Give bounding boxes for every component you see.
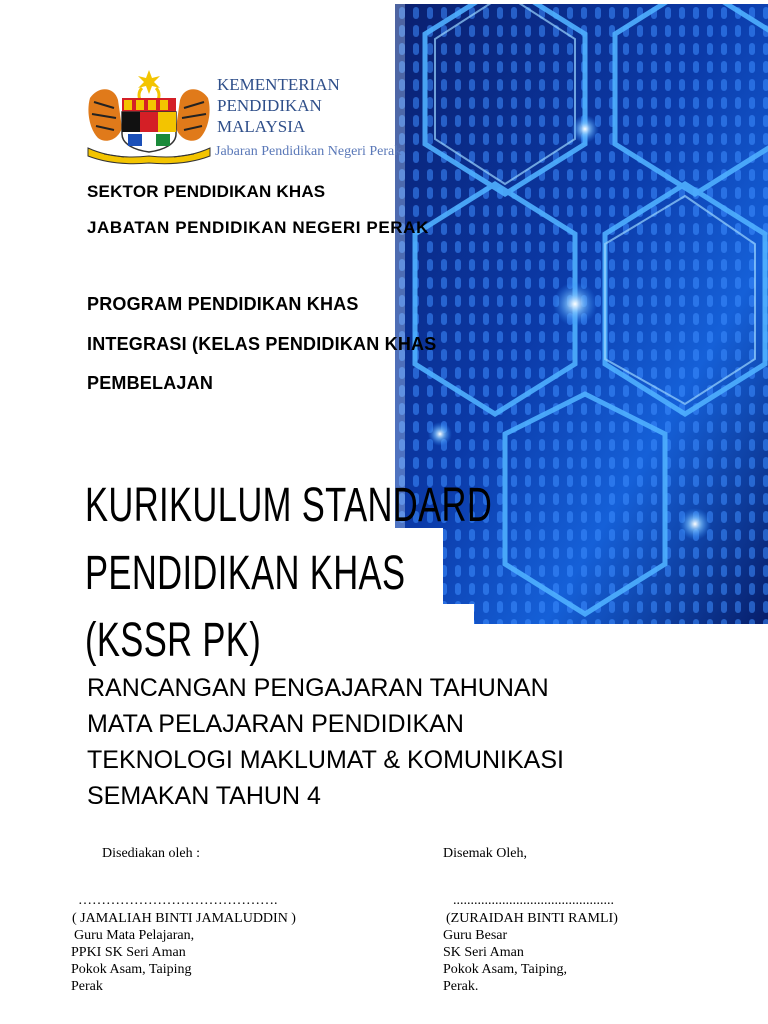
reviewed-by-label: Disemak Oleh, [443,846,527,861]
program-title-line: INTEGRASI (KELAS PENDIDIKAN KHAS [87,334,437,354]
plan-title-line: TEKNOLOGI MAKLUMAT & KOMUNIKASI [87,746,564,774]
curriculum-title-line: (KSSR PK) [85,614,262,667]
ministry-name-line: PENDIDIKAN [217,96,322,115]
reviewer-address: Pokok Asam, Taiping, [443,962,567,977]
plan-title-line: MATA PELAJARAN PENDIDIKAN [87,710,464,738]
program-title-line: PROGRAM PENDIDIKAN KHAS [87,294,359,314]
preparer-school: PPKI SK Seri Aman [71,945,186,960]
curriculum-title-line: PENDIDIKAN KHAS [85,547,406,600]
preparer-state: Perak [71,979,103,994]
prepared-by-label: Disediakan oleh : [102,846,200,861]
program-title-line: PEMBELAJAN [87,373,214,393]
department-subtitle: Jabaran Pendidikan Negeri Perak [215,144,402,159]
plan-title-line: SEMAKAN TAHUN 4 [87,782,321,810]
curriculum-title-line: KURIKULUM STANDARD [85,479,493,532]
reviewer-school: SK Seri Aman [443,945,524,960]
plan-title-line: RANCANGAN PENGAJARAN TAHUNAN [87,674,549,702]
artwork-cutout [443,604,474,628]
reviewer-role: Guru Besar [443,928,508,943]
signature-line: .............................................. [453,893,614,908]
signature-line: ……………………………………. [78,893,278,908]
preparer-address: Pokok Asam, Taiping [71,962,192,977]
ministry-name-line: MALAYSIA [217,117,306,136]
sector-title: SEKTOR PENDIDIKAN KHAS [87,182,326,201]
preparer-role: Guru Mata Pelajaran, [74,928,195,943]
preparer-name: ( JAMALIAH BINTI JAMALUDDIN ) [72,911,296,926]
reviewer-state: Perak. [443,979,479,994]
malaysia-coat-of-arms-icon [84,68,214,166]
ministry-name-line: KEMENTERIAN [217,75,340,94]
department-title: JABATAN PENDIDIKAN NEGERI PERAK [87,218,429,237]
reviewer-name: (ZURAIDAH BINTI RAMLI) [446,911,618,926]
